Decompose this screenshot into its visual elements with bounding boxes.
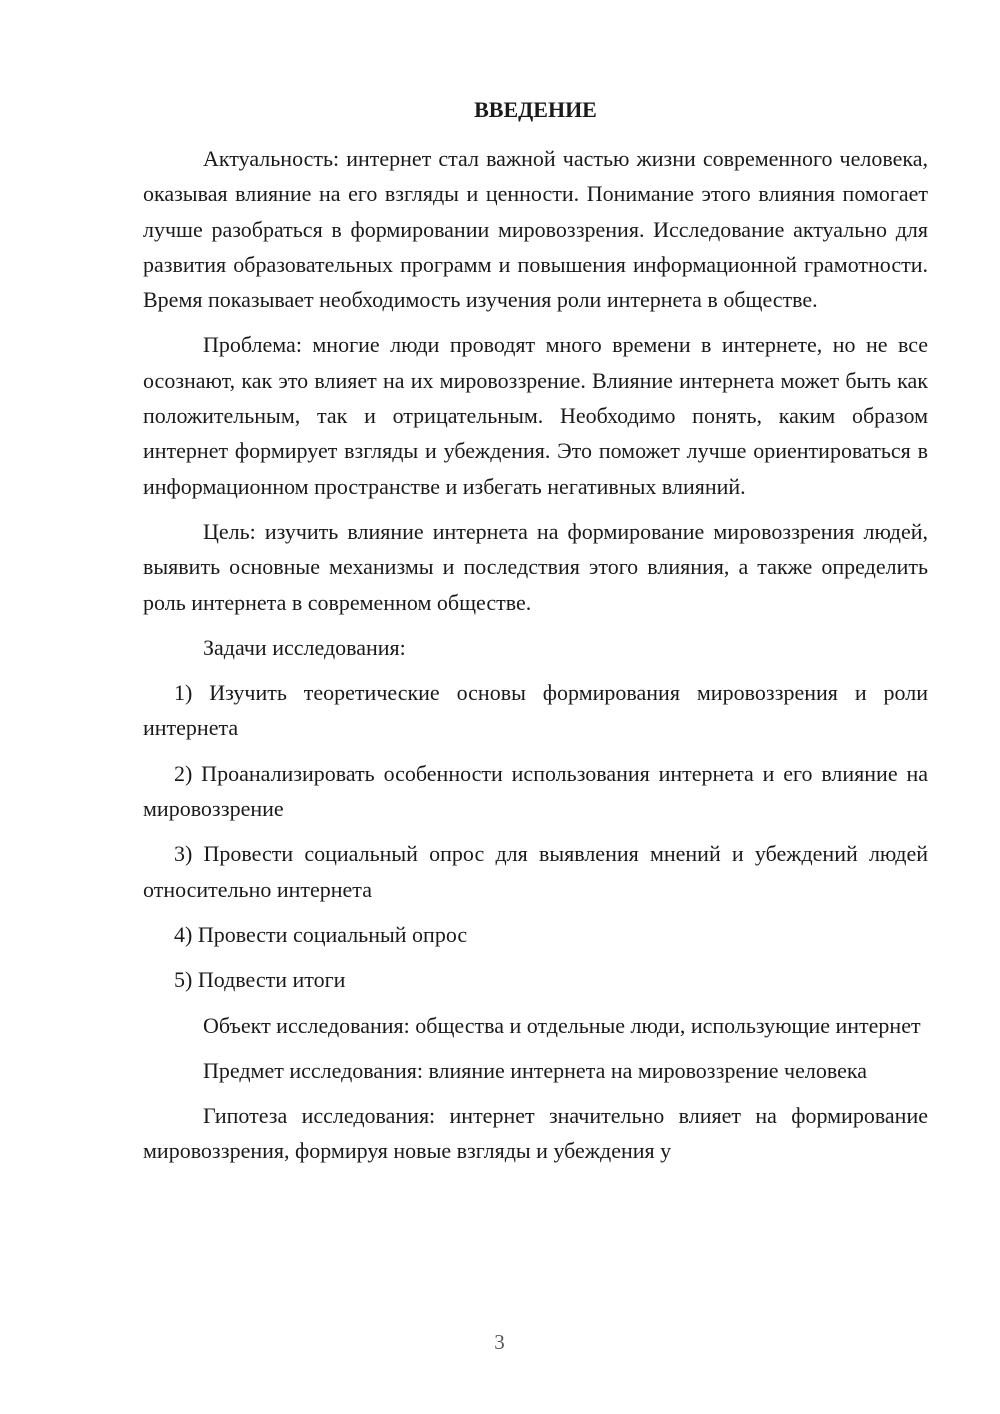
subject-paragraph: Предмет исследования: влияние интернета на мировоззрение человека: [203, 1057, 867, 1083]
tasks-title: Задачи исследования:: [203, 634, 406, 660]
task-item-2: 2) Проанализировать особенности использования интернета и его влияние на мировоззрение: [143, 760, 928, 822]
page-content: [143, 92, 928, 1179]
task-item-3: 3) Провести социальный опрос для выявления мнений и убеждений людей относительно интернета: [143, 841, 928, 902]
relevance-paragraph: Актуальность: интернет стал важной частью жизни современного человека, оказывая влияние на его взгляды и ценности. Понимание этого влияния помогает лучше разобраться в формировании мировоззрения. Исследование актуально для развития образовательных программ и повышения информационной грамотности. Время показывает необходимость изучения роли интернета в обществе.: [143, 146, 928, 313]
section-heading: ВВЕДЕНИЕ: [474, 97, 597, 122]
task-item-4: 4) Провести социальный опрос: [174, 921, 468, 947]
hypothesis-paragraph: Гипотеза исследования: интернет значительно влияет на формирование мировоззрения, формируя новые взгляды и убеждения у: [143, 1103, 928, 1164]
problem-paragraph: Проблема: многие люди проводят много времени в интернете, но не все осознают, как это влияет на их мировоззрение. Влияние интернета может быть как положительным, так и отрицательным. Необходимо понять, каким образом интернет формирует взгляды и убеждения. Это поможет лучше ориентироваться в информационном пространстве и избегать негативных влияний.: [143, 332, 928, 499]
task-item-1: 1) Изучить теоретические основы формирования мировоззрения и роли интернета: [143, 680, 928, 741]
page-number: 3: [494, 1330, 506, 1354]
task-item-5: 5) Подвести итоги: [174, 967, 346, 993]
goal-paragraph: Цель: изучить влияние интернета на формирование мировоззрения людей, выявить основные механизмы и последствия этого влияния, а также определить роль интернета в современном обществе.: [143, 518, 928, 615]
object-paragraph: Объект исследования: общества и отдельные люди, использующие интернет: [203, 1012, 921, 1038]
